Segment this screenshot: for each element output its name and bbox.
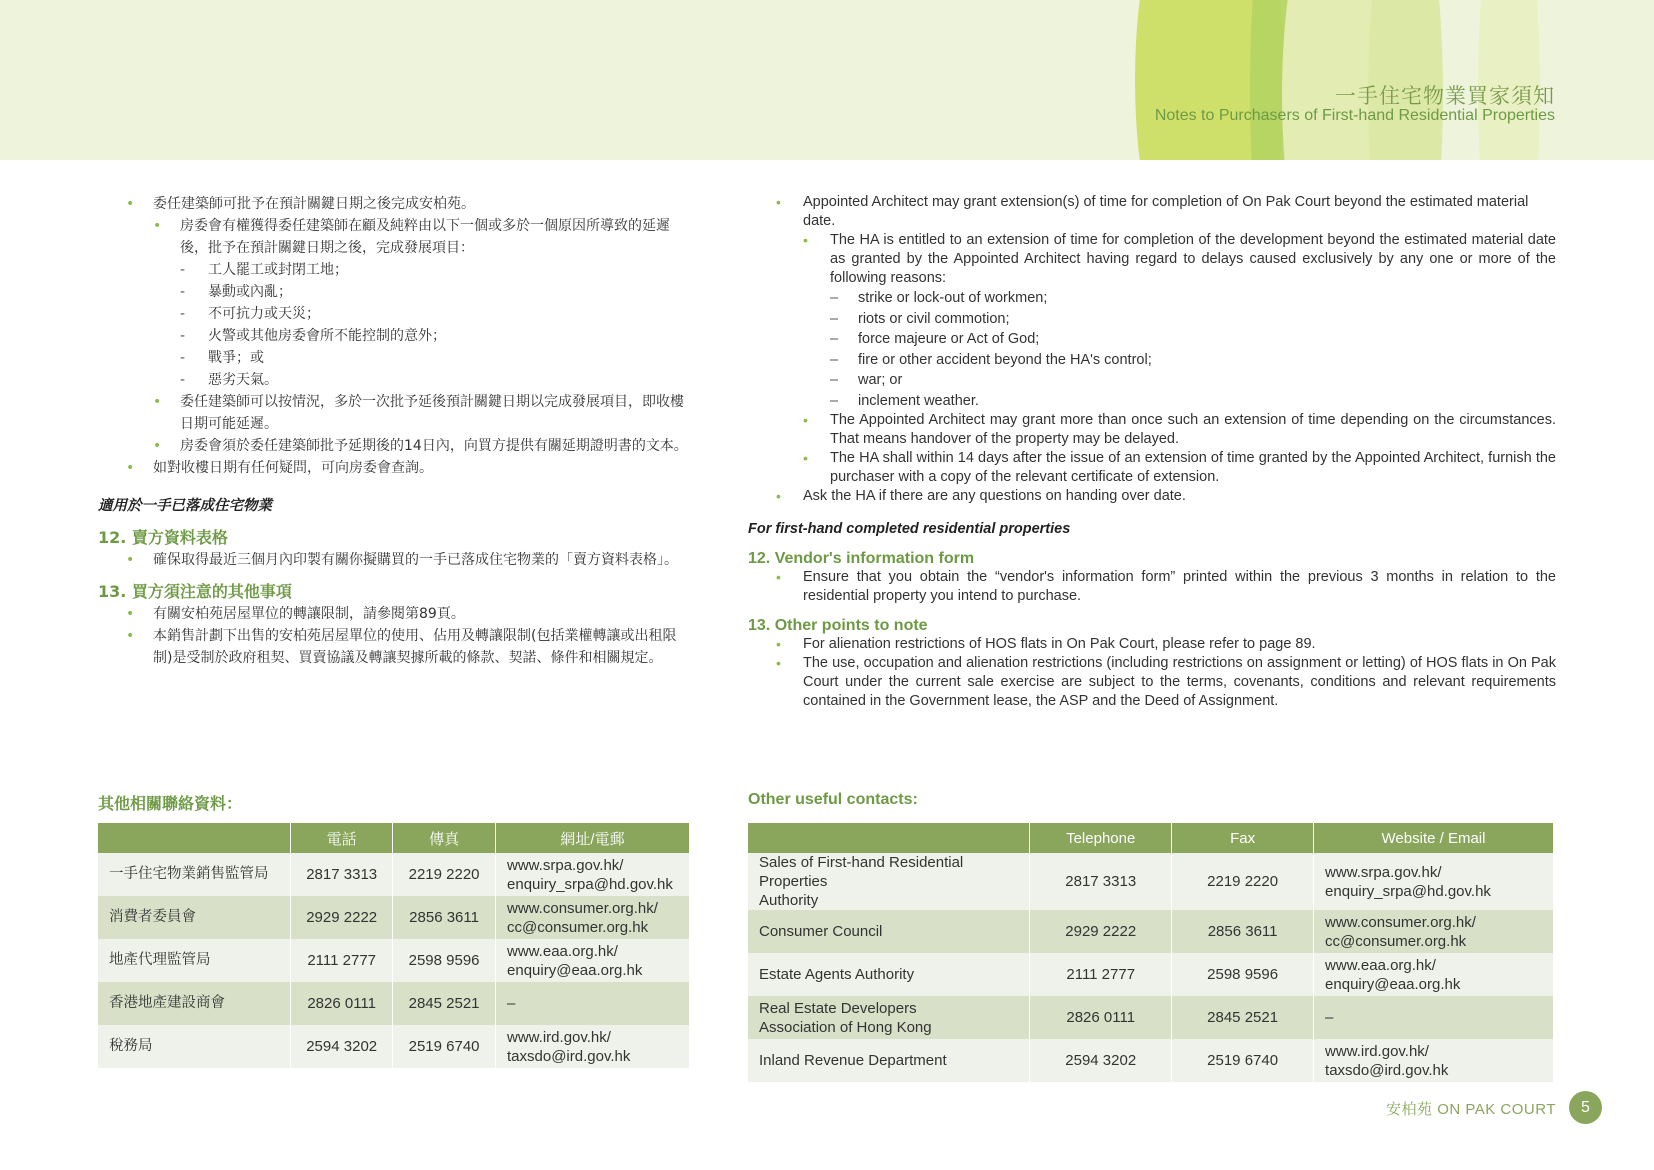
website-email [496, 982, 690, 1025]
website-link[interactable]: www.eaa.org.hk/ [507, 942, 618, 960]
section-12-heading: 12. 賣方資料表格 [98, 528, 228, 547]
bullet-item: • 如對收樓日期有任何疑問，可向房委會查詢。 [98, 457, 690, 479]
org-name: 一手住宅物業銷售監管局 [98, 853, 291, 896]
table-header [98, 823, 291, 853]
telephone: 2594 3202 [291, 1025, 393, 1068]
table-header: 電話 [291, 823, 393, 853]
table-row [748, 910, 1554, 953]
bullet-dot-icon: • [803, 450, 808, 466]
contacts-table-en [748, 823, 1554, 1082]
bullet-item: • Ensure that you obtain the “vendor's information form” printed within the previous 3 months in relation to the residential property you intend to purchase. [776, 569, 1556, 604]
bullet-item: • The HA is entitled to an extension of time for completion of the development beyond the estimated material date as granted by the Appointed Architect having regard to delays caused exclusively by any one or more of the following reasons: [803, 232, 1556, 286]
dash-icon: - [180, 350, 186, 366]
email-link[interactable]: cc@consumer.org.hk [507, 918, 649, 936]
dash-icon: - [180, 262, 186, 278]
website-link: – [507, 995, 516, 1012]
website-email [1314, 953, 1554, 996]
website-email [1314, 853, 1554, 910]
table-row [98, 1025, 690, 1068]
completed-properties-heading: For first-hand completed residential properties [748, 521, 1071, 537]
dash-icon: – [830, 372, 839, 388]
header-band [0, 0, 1654, 160]
fax: 2845 2521 [393, 982, 496, 1025]
dash-icon: - [180, 328, 186, 344]
completed-properties-heading: 適用於一手已落成住宅物業 [98, 498, 272, 514]
bullet-dot-icon: • [126, 628, 135, 644]
table-row [98, 896, 690, 939]
bullet-item: • 確保取得最近三個月內印製有關你擬購買的一手已落成住宅物業的「賣方資料表格」。 [98, 549, 690, 571]
website-link: – [1325, 1009, 1334, 1026]
telephone: 2594 3202 [1030, 1039, 1172, 1082]
website-email [496, 896, 690, 939]
dash-icon: – [830, 331, 839, 347]
table-row [748, 953, 1554, 996]
fax: 2519 6740 [1172, 1039, 1314, 1082]
table-row [748, 853, 1554, 910]
footer-project-name: 安柏苑 ON PAK COURT [1386, 1101, 1556, 1118]
right-column-en [748, 193, 1556, 711]
bullet-dot-icon: • [776, 636, 781, 652]
contacts-title-en: Other useful contacts: [748, 791, 918, 808]
telephone: 2111 2777 [291, 939, 393, 982]
bullet-item: • 本銷售計劃下出售的安柏苑居屋單位的使用、佔用及轉讓限制(包括業權轉讓或出租限制)是受制於政府租契、買賣協議及轉讓契據所載的條款、契諾、條件和相關規定。 [98, 625, 690, 669]
dash-icon: – [830, 392, 839, 409]
telephone: 2817 3313 [1030, 853, 1172, 910]
reason-item: – riots or civil commotion; [748, 309, 1556, 330]
fax: 2856 3611 [393, 896, 496, 939]
reason-item: – fire or other accident beyond the HA's control; [748, 350, 1556, 371]
website-email [1314, 910, 1554, 953]
left-column-zh [98, 193, 690, 669]
website-link[interactable]: www.consumer.org.hk/ [507, 899, 658, 917]
fax: 2519 6740 [393, 1025, 496, 1068]
fax: 2845 2521 [1172, 996, 1314, 1039]
contacts-title-zh: 其他相關聯絡資料： [98, 794, 243, 813]
reason-item: - 工人罷工或封閉工地； [98, 259, 690, 281]
website-email [1314, 996, 1554, 1039]
bullet-dot-icon: • [776, 194, 781, 210]
org-name: 消費者委員會 [98, 896, 291, 939]
bullet-dot-icon: • [803, 412, 808, 428]
email-link[interactable]: cc@consumer.org.hk [1325, 932, 1467, 950]
table-row [748, 1039, 1554, 1082]
telephone: 2111 2777 [1030, 953, 1172, 996]
dash-icon: - [180, 372, 186, 388]
table-header: Website / Email [1314, 823, 1554, 853]
telephone: 2826 0111 [1030, 996, 1172, 1039]
org-name: 地產代理監管局 [98, 939, 291, 982]
website-link[interactable]: www.consumer.org.hk/ [1325, 913, 1476, 931]
website-link[interactable]: www.srpa.gov.hk/ [507, 856, 624, 874]
bullet-dot-icon: • [126, 606, 135, 622]
email-link[interactable]: taxsdo@ird.gov.hk [1325, 1061, 1449, 1079]
org-name: 香港地產建設商會 [98, 982, 291, 1025]
bullet-dot-icon: • [776, 569, 781, 585]
email-link[interactable]: taxsdo@ird.gov.hk [507, 1047, 631, 1065]
table-header-row [748, 823, 1554, 853]
dash-icon: - [180, 284, 186, 300]
website-email [496, 853, 690, 896]
bullet-dot-icon: • [153, 438, 162, 454]
bullet-dot-icon: • [776, 488, 781, 504]
header-title-zh: 一手住宅物業買家須知 [1335, 84, 1555, 108]
org-name: Real Estate Developers Association of Hong Kong [748, 996, 1030, 1039]
reason-item: - 火警或其他房委會所不能控制的意外； [98, 325, 690, 347]
bullet-item: • 房委會須於委任建築師批予延期後的14日內，向買方提供有關延期證明書的文本。 [98, 435, 690, 457]
org-name: Consumer Council [748, 910, 1030, 953]
table-header: 網址/電郵 [496, 823, 690, 853]
bullet-dot-icon: • [126, 460, 135, 476]
org-name: Sales of First-hand Residential Properties Authority [748, 853, 1030, 910]
website-link[interactable]: www.srpa.gov.hk/ [1325, 863, 1442, 881]
website-link[interactable]: www.ird.gov.hk/ [1325, 1042, 1429, 1060]
reason-item: - 惡劣天氣。 [98, 369, 690, 391]
table-row [98, 853, 690, 896]
fax: 2219 2220 [393, 853, 496, 896]
table-header-row [98, 823, 690, 853]
email-link[interactable]: enquiry@eaa.org.hk [507, 961, 643, 979]
dash-icon: – [830, 290, 839, 306]
website-email [1314, 1039, 1554, 1082]
bullet-item: • Ask the HA if there are any questions on handing over date. [776, 488, 1186, 504]
website-email [496, 939, 690, 982]
bullet-item: • 委任建築師可批予在預計關鍵日期之後完成安柏苑。 [98, 193, 690, 215]
bullet-item: • The HA shall within 14 days after the issue of an extension of time granted by the Appointed Architect, furnish the purchaser with a copy of the relevant certificate of extension. [803, 450, 1556, 485]
table-row [98, 939, 690, 982]
table-header: 傳真 [393, 823, 496, 853]
telephone: 2929 2222 [291, 896, 393, 939]
bullet-dot-icon: • [126, 196, 135, 212]
bullet-dot-icon: • [776, 655, 781, 671]
dash-icon: – [830, 310, 839, 327]
table-header [748, 823, 1030, 853]
email-link[interactable]: enquiry_srpa@hd.gov.hk [1325, 882, 1491, 900]
fax: 2598 9596 [393, 939, 496, 982]
org-name: Estate Agents Authority [748, 953, 1030, 996]
bullet-dot-icon: • [153, 218, 162, 234]
email-link[interactable]: enquiry_srpa@hd.gov.hk [507, 875, 673, 893]
table-header: Fax [1172, 823, 1314, 853]
telephone: 2817 3313 [291, 853, 393, 896]
bullet-item: • 有關安柏苑居屋單位的轉讓限制，請參閱第89頁。 [98, 603, 690, 625]
bullet-item: • Appointed Architect may grant extension(s) of time for completion of On Pak Court beyond the estimated material date. [776, 194, 1529, 229]
bullet-item: • For alienation restrictions of HOS flats in On Pak Court, please refer to page 89. [776, 636, 1316, 652]
table-header: Telephone [1030, 823, 1172, 853]
fax: 2598 9596 [1172, 953, 1314, 996]
bullet-dot-icon: • [153, 394, 162, 410]
bullet-item: • The Appointed Architect may grant more than once such an extension of time depending on the circumstances. That means handover of the property may be delayed. [803, 412, 1556, 447]
telephone: 2826 0111 [291, 982, 393, 1025]
reason-item: - 不可抗力或天災； [98, 303, 690, 325]
fax: 2219 2220 [1172, 853, 1314, 910]
section-13-heading: 13. 買方須注意的其他事項 [98, 582, 292, 601]
bullet-dot-icon: • [126, 552, 135, 568]
website-link[interactable]: www.ird.gov.hk/ [507, 1028, 611, 1046]
dash-icon: - [180, 306, 186, 322]
bullet-item: • 委任建築師可以按情況，多於一次批予延後預計關鍵日期以完成發展項目，即收樓日期可能延遲。 [98, 391, 690, 435]
contacts-table-zh [98, 823, 690, 1068]
page-number: 5 [1569, 1091, 1602, 1124]
reason-item: – inclement weather. [748, 391, 1556, 412]
website-link[interactable]: www.eaa.org.hk/ [1325, 956, 1436, 974]
website-email [496, 1025, 690, 1068]
reason-item: – war; or [748, 370, 1556, 391]
bullet-item: • The use, occupation and alienation restrictions (including restrictions on assignment or letting) of HOS flats in On Pak Court under the current sale exercise are subject to the terms, covenants, conditions and relevant requirements contained in the Government lease, the ASP and the Deed of Assignment. [776, 655, 1556, 709]
section-13-heading: 13. Other points to note [748, 617, 928, 634]
bullet-dot-icon: • [803, 232, 808, 248]
dash-icon: – [830, 351, 839, 368]
reason-item: - 戰爭；或 [98, 347, 690, 369]
bullet-item: • 房委會有權獲得委任建築師在顧及純粹由以下一個或多於一個原因所導致的延遲後，批予在預計關鍵日期之後，完成發展項目： [98, 215, 690, 259]
reason-item: - 暴動或內亂； [98, 281, 690, 303]
org-name: Inland Revenue Department [748, 1039, 1030, 1082]
telephone: 2929 2222 [1030, 910, 1172, 953]
org-name: 稅務局 [98, 1025, 291, 1068]
section-12-heading: 12. Vendor's information form [748, 550, 975, 567]
table-row [748, 996, 1554, 1039]
header-title-en: Notes to Purchasers of First-hand Residential Properties [1154, 107, 1555, 124]
email-link[interactable]: enquiry@eaa.org.hk [1325, 975, 1461, 993]
reason-item: – strike or lock-out of workmen; [748, 288, 1556, 309]
fax: 2856 3611 [1172, 910, 1314, 953]
reason-item: – force majeure or Act of God; [748, 329, 1556, 350]
table-row [98, 982, 690, 1025]
